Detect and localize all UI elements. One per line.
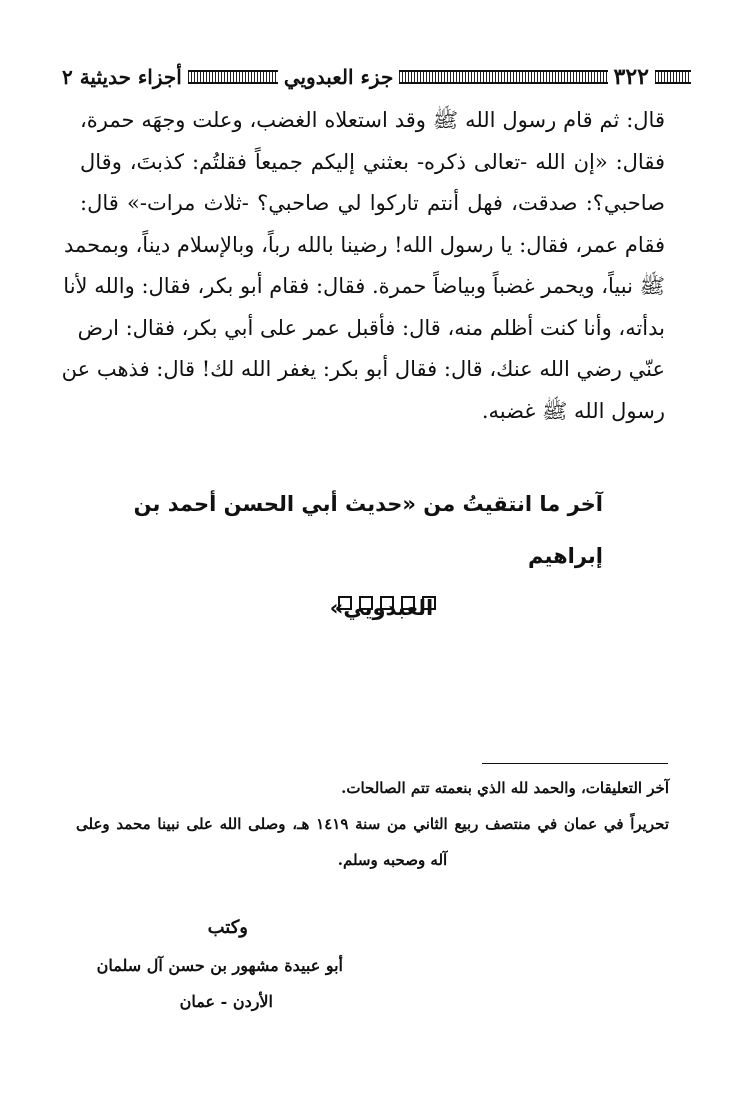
footnote-line: آله وصحبه وسلم. (337, 851, 448, 869)
footnote-line: آخر التعليقات، والحمد لله الذي بنعمته تتم الصالحات. (341, 779, 669, 797)
series-title: أجزاء حديثية ٢ (62, 65, 182, 89)
square-ornament-icon (359, 596, 373, 610)
text-line: فقام عمر، فقال: يا رسول الله! رضينا بالله رباً، وبالإسلام ديناً، وبمحمد (64, 232, 665, 257)
signature-place: الأردن - عمان (179, 992, 273, 1011)
header-ornament-bar (188, 70, 278, 84)
signature-wrote: وكتب (207, 917, 248, 938)
colophon-title-line: العبدويي» (329, 596, 434, 620)
text-line: رسول الله ﷺ غضبه. (481, 398, 665, 423)
colophon-title-line: آخر ما انتقيتُ من «حديث أبي الحسن أحمد بن إبراهيم (133, 492, 603, 568)
text-line: صاحبي؟: صدقت، فهل أنتم تاركوا لي صاحبي؟ -ثلاث مرات-» قال: (80, 191, 665, 215)
text-line: فقال: «إن الله -تعالى ذكره- بعثني إليكم جميعاً فقلتُم: كذبتَ، وقال (80, 149, 665, 174)
square-ornament-icon (422, 596, 436, 610)
footnote-line: تحريراً في عمان في منتصف ربيع الثاني من سنة ١٤١٩ هـ، وصلى الله على نبينا محمد وعلى (76, 815, 669, 833)
square-ornament-icon (380, 596, 394, 610)
part-title: جزء العبدويي (283, 65, 394, 89)
header-ornament-bar (399, 70, 607, 84)
running-header (62, 62, 691, 92)
page-number: ٣٢٢ (613, 64, 649, 90)
text-line: بدأته، وأنا كنت أظلم منه، قال: فأقبل عمر على أبي بكر، فقال: ارض (77, 315, 665, 340)
text-line: قال: ثم قام رسول الله ﷺ وقد استعلاه الغضب، وعلت وجهَه حمرة، (80, 108, 665, 132)
square-ornament-icon (401, 596, 415, 610)
signature-block (83, 910, 343, 1020)
hadith-text (61, 100, 665, 432)
end-ornament (0, 596, 753, 610)
square-ornament-icon (338, 596, 352, 610)
text-line: عنّي رضي الله عنك، قال: فقال أبو بكر: يغفر الله لك! قال: فذهب عن (61, 357, 665, 381)
header-ornament-bar (655, 70, 691, 84)
text-line: ﷺ نبياً، ويحمر غضباً وبياضاً حمرة. فقال: فقام أبو بكر، فقال: والله لأنا (63, 274, 665, 298)
footnote (76, 770, 669, 878)
signature-author: أبو عبيدة مشهور بن حسن آل سلمان (96, 956, 343, 975)
footnote-divider (482, 763, 668, 764)
colophon-title (120, 478, 603, 634)
